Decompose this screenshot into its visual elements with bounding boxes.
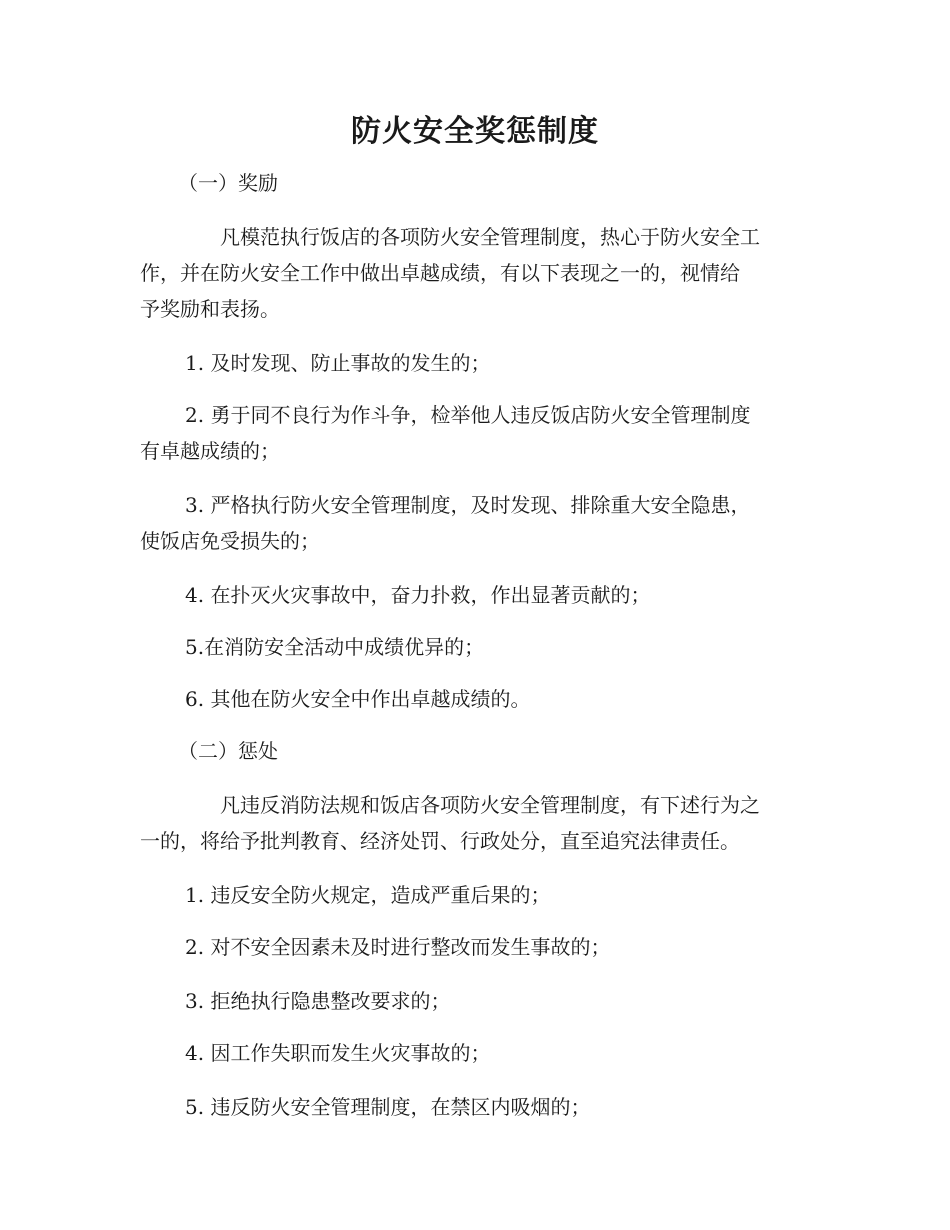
reward-item-3-cont: 使饭店免受损失的； [140,529,320,553]
reward-item-1: 1. 及时发现、防止事故的发生的； [185,351,491,375]
punishment-item-2: 2. 对不安全因素未及时进行整改而发生事故的； [185,935,611,959]
reward-item-4: 4. 在扑灭火灾事故中，奋力扑救，作出显著贡献的； [185,583,651,607]
reward-item-2-cont: 有卓越成绩的； [140,439,280,463]
reward-intro-line-3: 予奖励和表扬。 [140,297,280,321]
section-heading-reward: （一）奖励 [178,171,278,195]
reward-intro-line-2: 作，并在防火安全工作中做出卓越成绩，有以下表现之一的，视情给 [140,261,740,285]
reward-item-5: 5.在消防安全活动中成绩优异的； [185,635,485,659]
reward-intro-line-1: 凡模范执行饭店的各项防火安全管理制度，热心于防火安全工 [220,225,760,249]
punishment-item-3: 3. 拒绝执行隐患整改要求的； [185,989,451,1013]
punishment-item-4: 4. 因工作失职而发生火灾事故的； [185,1041,491,1065]
punishment-intro-line-2: 一的，将给予批判教育、经济处罚、行政处分，直至追究法律责任。 [140,829,740,853]
document-title: 防火安全奖惩制度 [351,114,599,149]
punishment-item-5: 5. 违反防火安全管理制度，在禁区内吸烟的； [185,1095,591,1119]
reward-item-6: 6. 其他在防火安全中作出卓越成绩的。 [185,687,531,711]
punishment-item-1: 1. 违反安全防火规定，造成严重后果的； [185,883,551,907]
punishment-intro-line-1: 凡违反消防法规和饭店各项防火安全管理制度，有下述行为之 [220,793,760,817]
reward-item-2: 2. 勇于同不良行为作斗争，检举他人违反饭店防火安全管理制度 [185,403,751,427]
reward-item-3: 3. 严格执行防火安全管理制度，及时发现、排除重大安全隐患， [185,493,751,517]
section-heading-punishment: （二）惩处 [178,739,278,763]
